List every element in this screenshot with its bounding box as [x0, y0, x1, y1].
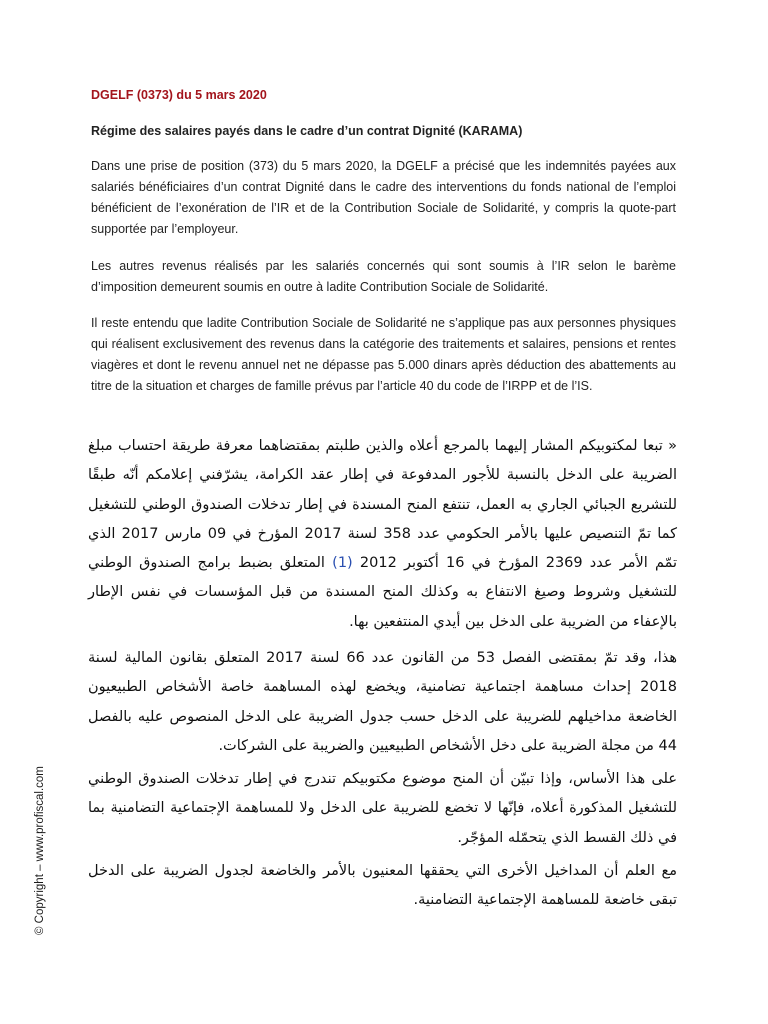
- footnote-marker[interactable]: (1): [332, 555, 353, 572]
- arabic-paragraph-1-text-b: المتعلق بضبط برامج الصندوق الوطني للتشغيل وشروط وصيغ الانتفاع به وكذلك المنح المسندة من قبل المؤسسات في نفس الإطار بالإعفاء من الضريبة على الدخل بين أيدي المنتفعين بها.: [88, 555, 677, 630]
- arabic-paragraph-2: هذا، وقد تمّ بمقتضى الفصل 53 من القانون عدد 66 لسنة 2017 المتعلق بقانون المالية لسنة 2018 إحداث مساهمة اجتماعية تضامنية، ويخضع لهذه المساهمة خاصة الأشخاص الطبيعيون الخاضعة مداخيلهم للضريبة على الدخل حسب جدول الضريبة على الدخل المنصوص عليه بالفصل 44 من مجلة الضريبة على دخل الأشخاص الطبيعيين والضريبة على الشركات.: [88, 650, 677, 754]
- document-title: Régime des salaires payés dans le cadre d’un contrat Dignité (KARAMA): [91, 124, 523, 138]
- french-paragraph-3: Il reste entendu que ladite Contribution Sociale de Solidarité ne s’applique pas aux personnes physiques qui réalisent exclusivement des revenus dans la catégorie des traitements et salaires, pensions et rentes viagères et dont le revenu annuel net ne dépasse pas 5.000 dinars après déduction des abattements au titre de la situation et charges de famille prévus par l’article 40 du code de l’IRPP et de l’IS.: [91, 316, 676, 393]
- document-reference: DGELF (0373) du 5 mars 2020: [91, 88, 267, 102]
- arabic-paragraph-1-text-a: « تبعا لمكتوبيكم المشار إليهما بالمرجع أعلاه والذين طلبتم بمقتضاهما معرفة طريقة احتساب مبلغ الضريبة على الدخل بالنسبة للأجور المدفوعة في إطار عقد الكرامة، يشرّفني إعلامكم أنّه طبقًا للتشريع الجبائي الجاري به العمل، تنتفع المنح المسندة في إطار تدخلات الصندوق الوطني للتشغيل كما تمّ التنصيص عليها بالأمر الحكومي عدد 358 لسنة 2017 المؤرخ في 09 مارس 2017 الذي تمّم الأمر عدد 2369 المؤرخ في 16 أكتوبر 2012: [88, 438, 678, 572]
- arabic-paragraph-4: مع العلم أن المداخيل الأخرى التي يحققها المعنيون بالأمر والخاضعة لجدول الضريبة على الدخل تبقى خاضعة للمساهمة الإجتماعية التضامنية.: [88, 863, 677, 909]
- french-paragraph-2: Les autres revenus réalisés par les salariés concernés qui sont soumis à l’IR selon le barème d’imposition demeurent soumis en outre à ladite Contribution Sociale de Solidarité.: [91, 259, 676, 294]
- arabic-paragraph-1: [88, 432, 677, 637]
- french-paragraph-1: Dans une prise de position (373) du 5 mars 2020, la DGELF a précisé que les indemnités payées aux salariés bénéficiaires d’un contrat Dignité dans le cadre des interventions du fonds national de l’emploi bénéficient de l’exonération de l’IR et de la Contribution Sociale de Solidarité, y compris la quote-part supportée par l’employeur.: [91, 159, 676, 236]
- arabic-paragraph-3: على هذا الأساس، وإذا تبيّن أن المنح موضوع مكتوبيكم تندرج في إطار تدخلات الصندوق الوطني للتشغيل المذكورة أعلاه، فإنّها لا تخضع للضريبة على الدخل ولا للمساهمة الإجتماعية التضامنية بما في ذلك القسط الذي يتحمّله المؤجّر.: [88, 771, 677, 846]
- copyright-watermark: © Copyright – www.profiscal.com: [34, 766, 46, 935]
